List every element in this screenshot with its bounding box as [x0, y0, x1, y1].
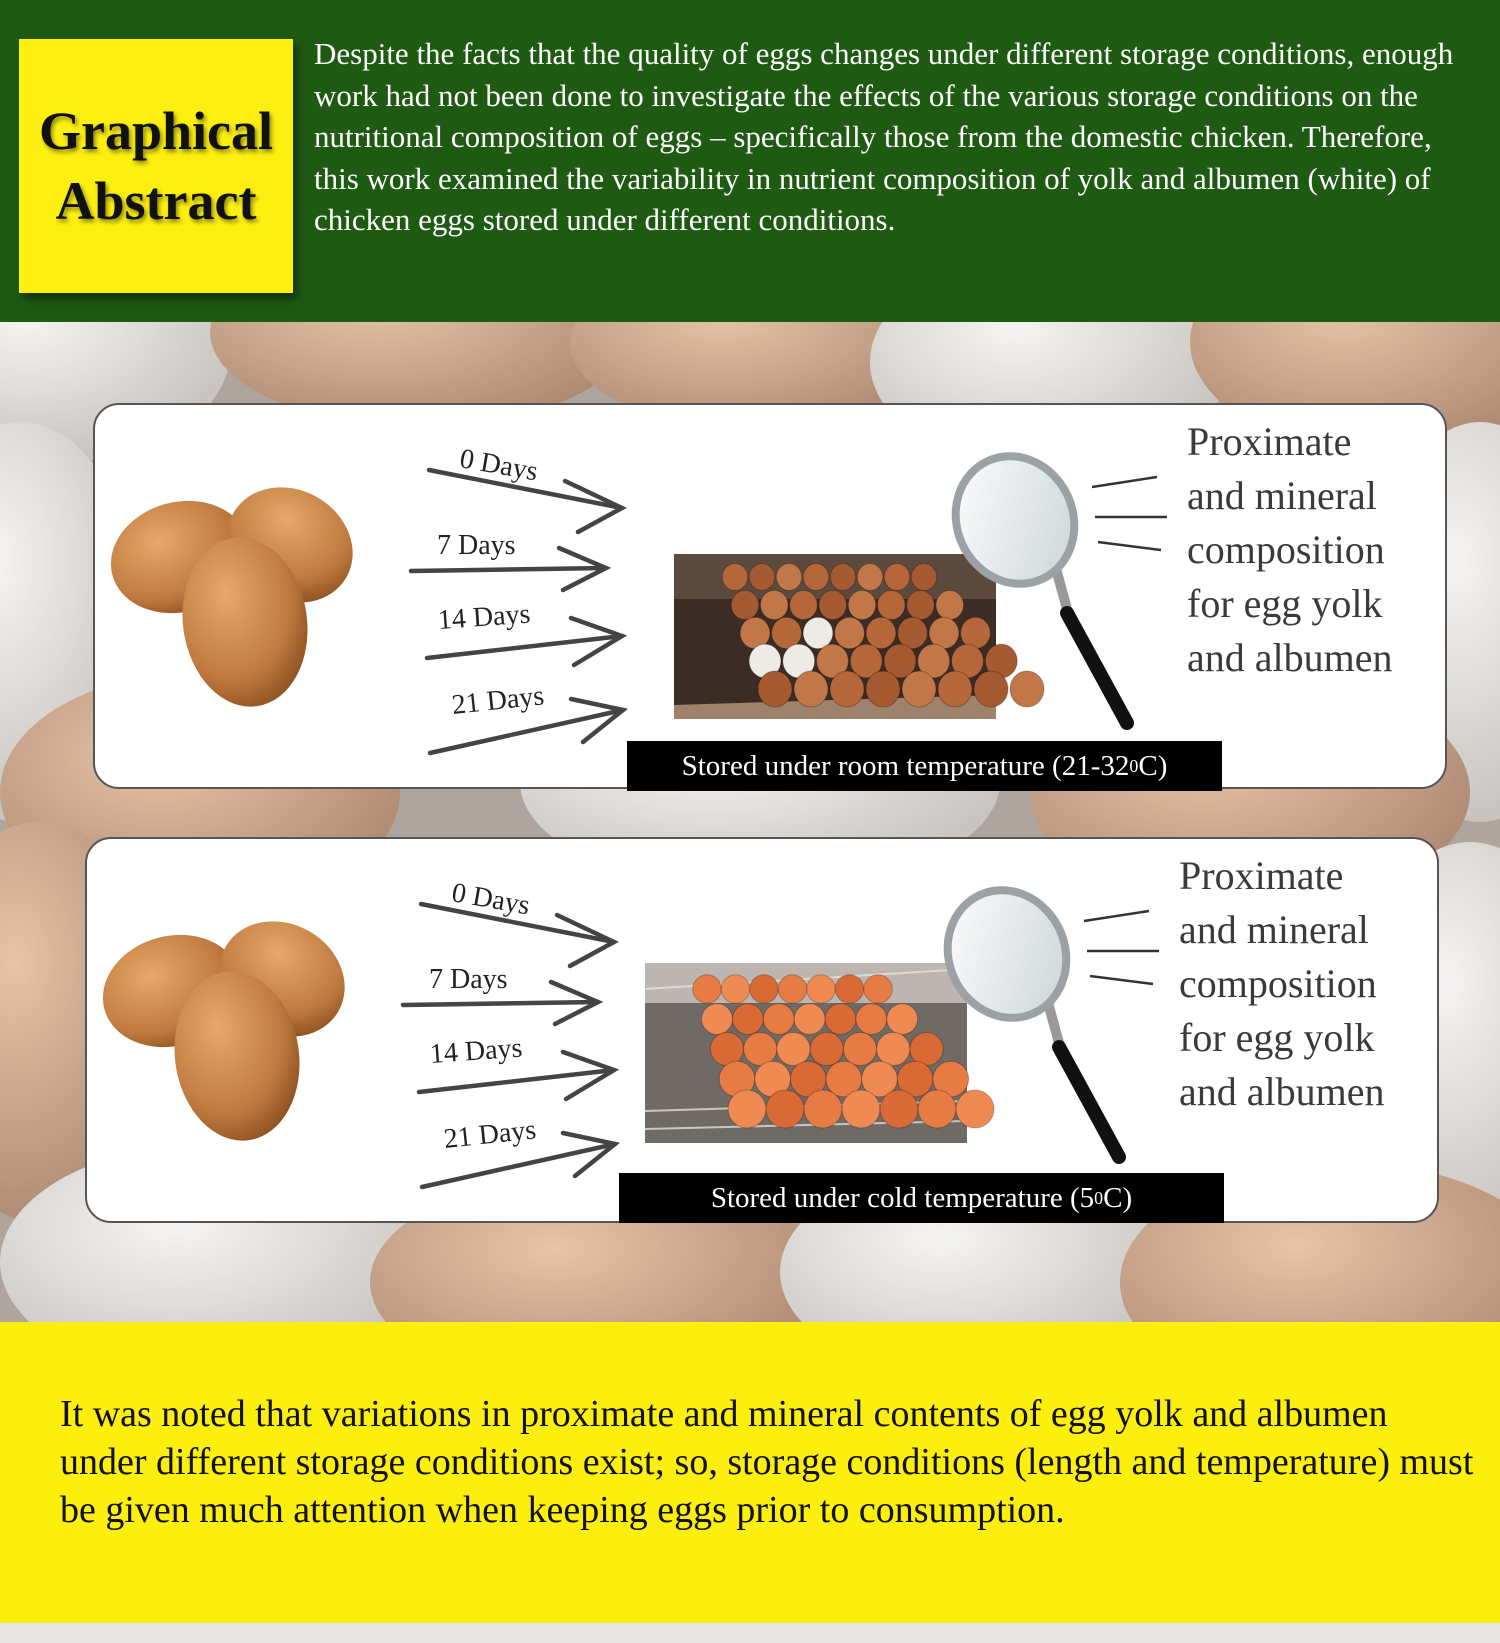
conclusion-banner [0, 1322, 1500, 1623]
room-temperature-panel [93, 403, 1447, 789]
day-label: 7 Days [437, 530, 516, 561]
title-line-1: Graphical [38, 101, 273, 161]
day-label: 14 Days [436, 598, 532, 636]
bottom-border [0, 1623, 1500, 1643]
title-line-2: Abstract [55, 171, 257, 231]
storage-condition-caption: Stored under room temperature (21-32 0 C) [627, 741, 1222, 791]
composition-result-text: Proximate and mineral composition for egg yolk and albumen [1187, 419, 1393, 680]
day-label: 21 Days [442, 1114, 538, 1155]
day-label: 7 Days [429, 964, 508, 995]
egg-group-icon [90, 899, 366, 1149]
cold-temperature-panel [85, 837, 1439, 1223]
storage-condition-caption: Stored under cold temperature (5 0 C) [619, 1173, 1224, 1223]
header-banner [0, 0, 1500, 322]
refrigerator-egg-tray-photo [645, 963, 994, 1143]
conclusion-text: It was noted that variations in proximate and mineral contents of egg yolk and albumen under different storage conditions exist; so, storage conditions (length and temperature) must be given much attention when keeping eggs prior to consumption. [60, 1393, 1474, 1531]
composition-result-text: Proximate and mineral composition for egg yolk and albumen [1179, 853, 1385, 1114]
day-label: 0 Days [449, 877, 533, 922]
egg-group-icon [98, 465, 374, 715]
day-label: 14 Days [428, 1032, 524, 1070]
intro-text: Despite the facts that the quality of eggs changes under different storage conditions, enough work had not been done to investigate the effects of the various storage conditions on the nutritional composition of eggs – specifically those from the domestic chicken. Therefore, this work examined the variability in nutrient composition of yolk and albumen (white) of chicken eggs stored under different conditions. [314, 36, 1454, 237]
graphical-abstract-label [19, 39, 293, 293]
day-label: 21 Days [450, 680, 546, 721]
day-label: 0 Days [457, 443, 541, 488]
